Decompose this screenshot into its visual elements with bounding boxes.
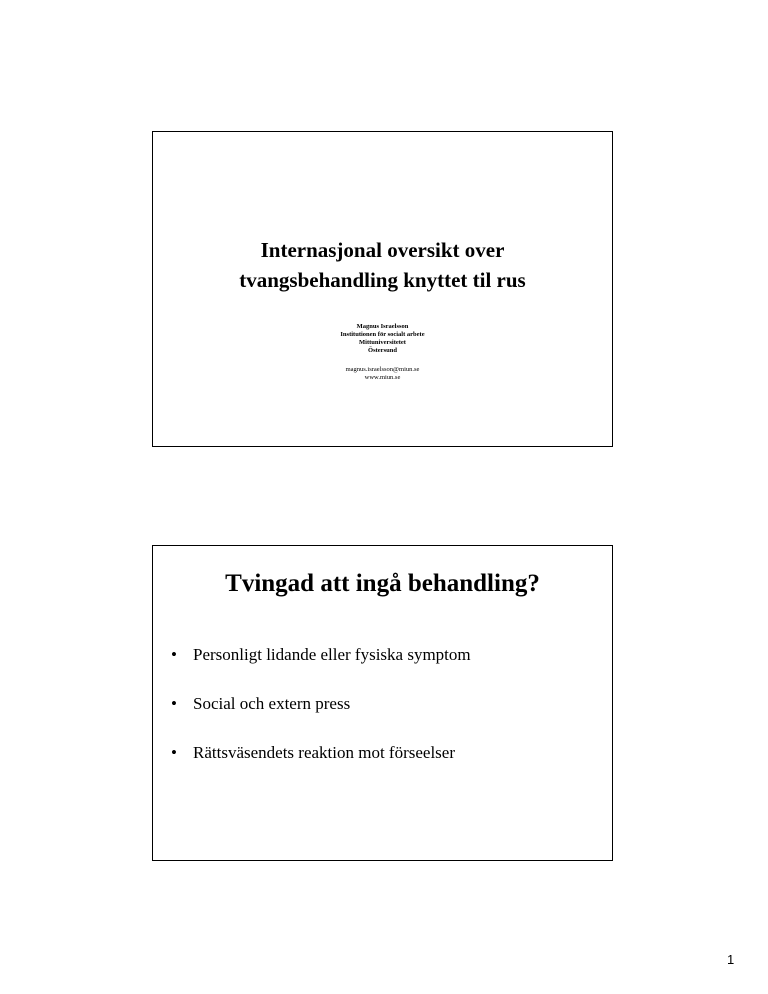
- page-number: 1: [727, 952, 735, 967]
- bullet-item: [171, 743, 471, 792]
- author-website: www.miun.se: [364, 374, 401, 381]
- bullet-dot-icon: •: [171, 694, 177, 713]
- author-block: [153, 323, 612, 355]
- slide-1-title-line-1: Internasjonal oversikt over: [260, 238, 505, 262]
- bullet-dot-icon: •: [171, 743, 177, 762]
- bullet-item: [171, 694, 471, 743]
- bullet-text: Rättsväsendets reaktion mot förseelser: [193, 743, 456, 762]
- slide-2-title: Tvingad att ingå behandling?: [225, 570, 540, 597]
- bullet-text: Personligt lidande eller fysiska symptom: [193, 645, 471, 664]
- slide-1-title: [153, 235, 612, 295]
- author-name: Magnus Israelsson: [356, 323, 409, 330]
- slide-2: [152, 545, 613, 861]
- contact-block: [153, 366, 612, 382]
- bullet-text: Social och extern press: [193, 694, 351, 713]
- author-university: Mittuniversitetet: [359, 339, 406, 346]
- author-city: Östersund: [368, 347, 397, 354]
- author-institution: Institutionen för socialt arbete: [340, 331, 425, 338]
- author-email: magnus.israelsson@miun.se: [345, 366, 420, 373]
- bullet-list: [171, 645, 471, 792]
- slide-1: [152, 131, 613, 447]
- bullet-item: [171, 645, 471, 694]
- slide-1-title-line-2: tvangsbehandling knyttet til rus: [239, 268, 526, 292]
- bullet-dot-icon: •: [171, 645, 177, 664]
